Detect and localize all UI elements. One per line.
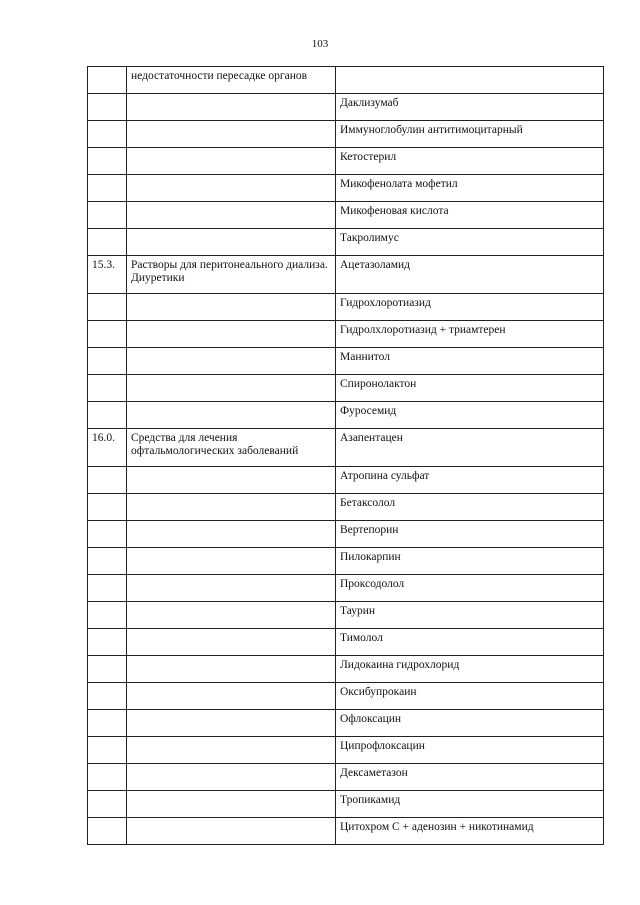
drug-group-cell (127, 321, 336, 348)
drug-name-cell: Вертепорин (336, 521, 604, 548)
section-code-cell (88, 175, 127, 202)
drug-group-cell (127, 764, 336, 791)
section-code-cell (88, 202, 127, 229)
drug-name-cell: Микофеновая кислота (336, 202, 604, 229)
section-code-cell (88, 683, 127, 710)
drug-group-cell (127, 294, 336, 321)
drug-group-cell (127, 402, 336, 429)
drug-group-cell (127, 683, 336, 710)
drug-name-cell: Даклизумаб (336, 94, 604, 121)
table-row (88, 375, 604, 402)
table-row (88, 175, 604, 202)
drug-name-cell: Маннитол (336, 348, 604, 375)
table-row (88, 521, 604, 548)
drug-group-cell (127, 348, 336, 375)
drug-name-cell: Атропина сульфат (336, 467, 604, 494)
section-code-cell (88, 494, 127, 521)
table-row (88, 467, 604, 494)
drug-name-cell: Гидролхлоротиазид + триамтерен (336, 321, 604, 348)
table-row (88, 294, 604, 321)
table-row (88, 710, 604, 737)
table-row (88, 602, 604, 629)
section-code-cell (88, 818, 127, 845)
drug-group-cell (127, 521, 336, 548)
drug-name-cell: Лидокаина гидрохлорид (336, 656, 604, 683)
table-row (88, 656, 604, 683)
drug-name-cell: Оксибупрокаин (336, 683, 604, 710)
drug-group-cell (127, 602, 336, 629)
drug-name-cell: Тимолол (336, 629, 604, 656)
drug-name-cell: Гидрохлоротиазид (336, 294, 604, 321)
table-body (88, 67, 604, 845)
section-code-cell (88, 148, 127, 175)
section-code-cell (88, 656, 127, 683)
table-row (88, 94, 604, 121)
drug-group-cell (127, 791, 336, 818)
drug-name-cell: Бетаксолол (336, 494, 604, 521)
drug-name-cell: Цитохром С + аденозин + никотинамид (336, 818, 604, 845)
section-code-cell (88, 321, 127, 348)
section-code-cell (88, 737, 127, 764)
table-row (88, 429, 604, 467)
drug-group-cell (127, 94, 336, 121)
drug-name-cell: Иммуноглобулин антитимоцитарный (336, 121, 604, 148)
drug-name-cell: Таурин (336, 602, 604, 629)
table-row (88, 818, 604, 845)
drug-group-cell (127, 548, 336, 575)
drug-name-cell: Микофенолата мофетил (336, 175, 604, 202)
page-number: 103 (311, 38, 329, 50)
table-row (88, 148, 604, 175)
section-code-cell (88, 467, 127, 494)
section-code-cell (88, 229, 127, 256)
section-code-cell (88, 602, 127, 629)
drug-name-cell: Спиронолактон (336, 375, 604, 402)
drug-group-cell (127, 656, 336, 683)
table-row (88, 321, 604, 348)
section-code-cell (88, 402, 127, 429)
table-row (88, 402, 604, 429)
section-code-cell (88, 575, 127, 602)
drug-group-cell (127, 818, 336, 845)
section-code-cell (88, 375, 127, 402)
drug-name-cell: Кетостерил (336, 148, 604, 175)
drug-group-cell (127, 467, 336, 494)
drug-name-cell: Тропикамид (336, 791, 604, 818)
table-row (88, 629, 604, 656)
table-row (88, 791, 604, 818)
drug-name-cell: Проксодолол (336, 575, 604, 602)
section-code-cell (88, 521, 127, 548)
section-code-cell (88, 348, 127, 375)
section-code-cell (88, 710, 127, 737)
section-code-cell (88, 94, 127, 121)
table-row (88, 548, 604, 575)
table-row (88, 229, 604, 256)
table-row (88, 764, 604, 791)
section-code-cell (88, 121, 127, 148)
table-row (88, 202, 604, 229)
drug-group-cell (127, 202, 336, 229)
table-row (88, 494, 604, 521)
section-code-cell (88, 548, 127, 575)
table-row (88, 683, 604, 710)
drug-name-cell (336, 67, 604, 94)
section-code-cell: 15.3. (88, 256, 127, 294)
drug-name-cell: Ацетазоламид (336, 256, 604, 294)
drug-group-cell (127, 710, 336, 737)
drug-name-cell: Фуросемид (336, 402, 604, 429)
drug-name-cell: Дексаметазон (336, 764, 604, 791)
drug-group-cell: недостаточности пересадке органов (127, 67, 336, 94)
section-code-cell (88, 764, 127, 791)
drug-group-cell: Растворы для перитонеального диализа. Диуретики (127, 256, 336, 294)
section-code-cell (88, 294, 127, 321)
drug-name-cell: Азапентацен (336, 429, 604, 467)
section-code-cell (88, 791, 127, 818)
table-row (88, 256, 604, 294)
drug-name-cell: Офлоксацин (336, 710, 604, 737)
drug-group-cell (127, 494, 336, 521)
drug-group-cell (127, 737, 336, 764)
drug-group-cell (127, 121, 336, 148)
drug-name-cell: Такролимус (336, 229, 604, 256)
drug-name-cell: Ципрофлоксацин (336, 737, 604, 764)
drug-group-cell (127, 629, 336, 656)
drug-group-cell (127, 575, 336, 602)
table-row (88, 348, 604, 375)
section-code-cell (88, 629, 127, 656)
table-row (88, 575, 604, 602)
drug-group-cell: Средства для лечения офтальмологических заболеваний (127, 429, 336, 467)
drug-name-cell: Пилокарпин (336, 548, 604, 575)
drug-group-cell (127, 229, 336, 256)
table-row (88, 121, 604, 148)
drug-list-table (87, 66, 604, 845)
section-code-cell (88, 67, 127, 94)
drug-group-cell (127, 148, 336, 175)
section-code-cell: 16.0. (88, 429, 127, 467)
drug-group-cell (127, 175, 336, 202)
table-row (88, 737, 604, 764)
table-row (88, 67, 604, 94)
drug-group-cell (127, 375, 336, 402)
